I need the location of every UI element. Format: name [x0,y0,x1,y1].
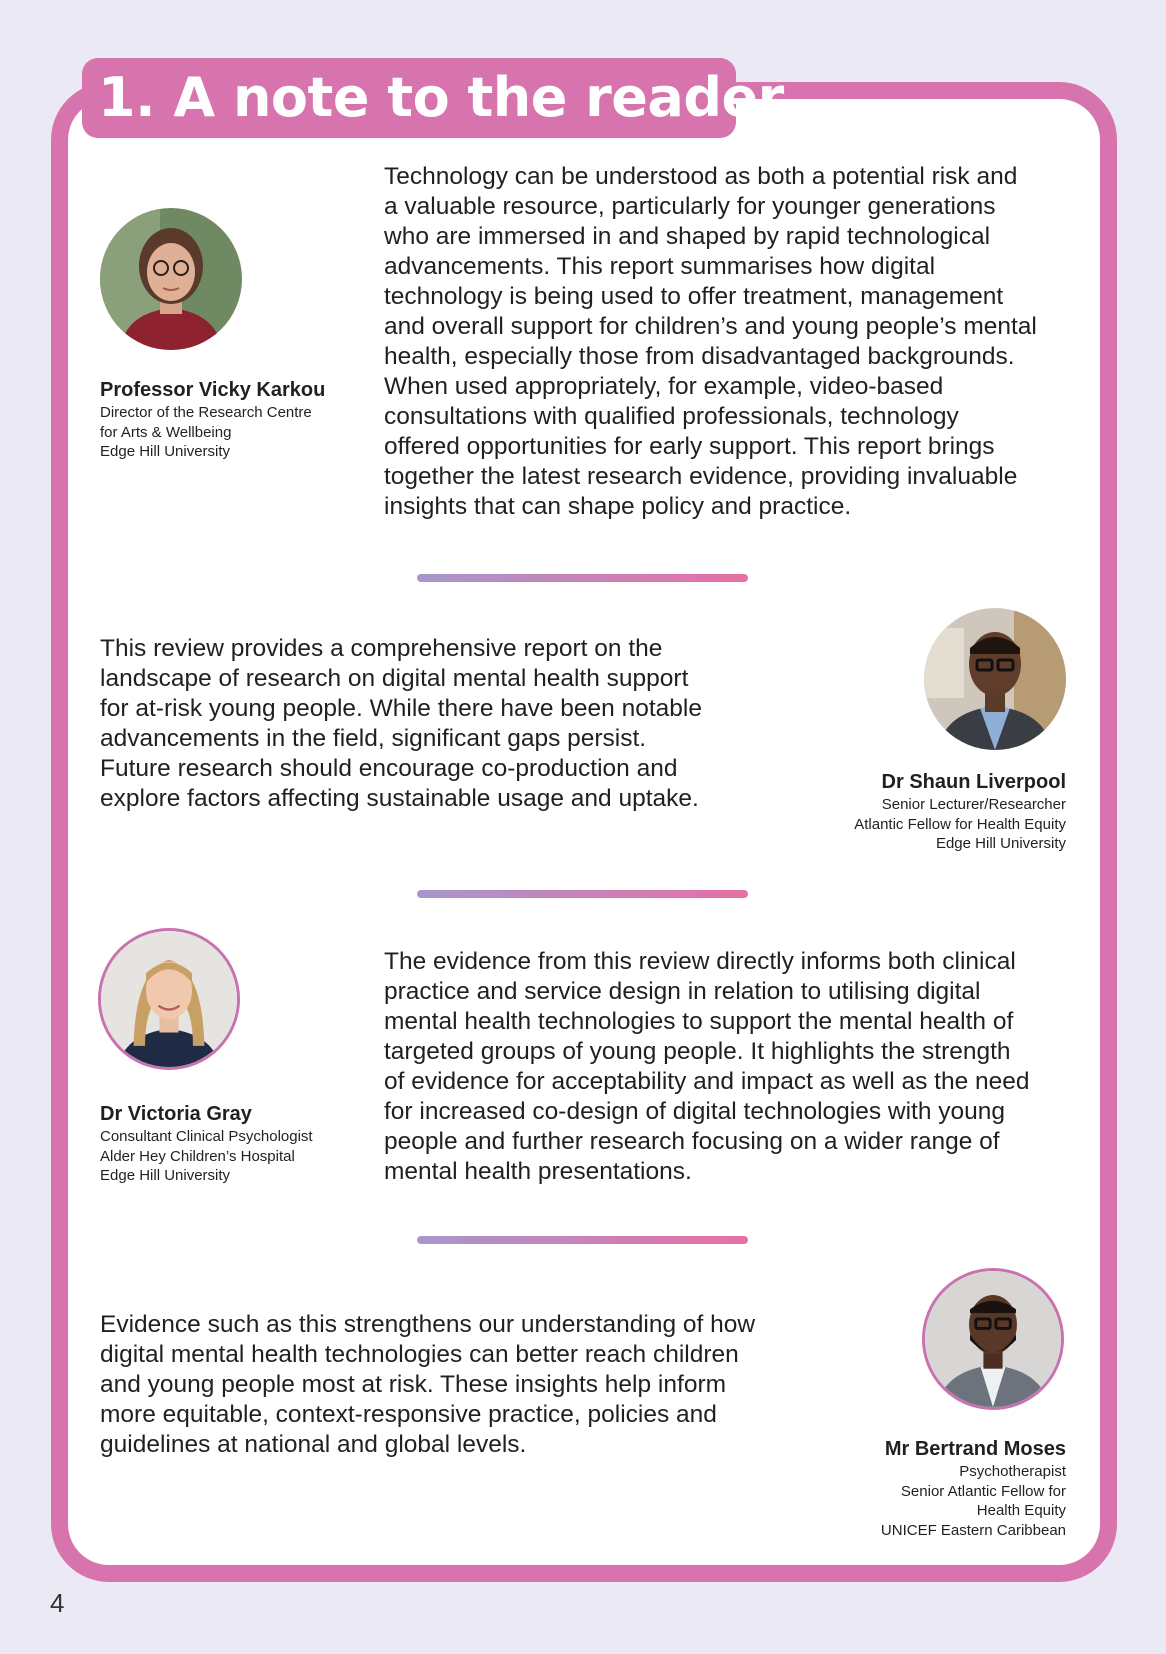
avatar-victoria-gray [98,928,240,1070]
quote-line: and overall support for children’s and young people’s mental [384,313,1037,340]
author-role: Consultant Clinical Psychologist [100,1128,313,1145]
quote-line: mental health technologies to support the mental health of [384,1008,1014,1035]
quote-line: a valuable resource, particularly for younger generations [384,193,996,220]
quote-text [384,947,1030,1187]
quote-text [100,634,702,814]
title-tab [82,58,784,138]
author-affiliation: Edge Hill University [935,835,1066,852]
author-name: Dr Victoria Gray [100,1103,252,1125]
quote-line: technology is being used to offer treatment, management [384,283,1004,310]
quote-line: advancements. This report summarises how digital [384,253,936,280]
author-role: Director of the Research Centre [100,404,312,421]
author-affiliation: UNICEF Eastern Caribbean [880,1521,1066,1539]
quote-text [100,1310,755,1460]
quote-line: digital mental health technologies can better reach children [100,1341,739,1368]
quote-line: practice and service design in relation to utilising digital [384,978,981,1005]
author-affiliation: Alder Hey Children’s Hospital [100,1147,295,1165]
page-title: 1. A note to the reader [98,66,784,129]
author-block [854,770,1066,854]
author-affiliation: Edge Hill University [100,443,231,460]
quote-line: Evidence such as this strengthens our understanding of how [100,1311,756,1338]
quote-line: together the latest research evidence, providing invaluable [384,463,1018,490]
author-role: Senior Lecturer/Researcher [881,796,1066,813]
quote-line: health, especially those from disadvantaged backgrounds. [384,343,1015,370]
author-name: Professor Vicky Karkou [100,379,326,401]
quote-line: consultations with qualified professionals, technology [384,403,959,430]
author-name: Dr Shaun Liverpool [881,771,1066,793]
quote-text [384,162,1037,522]
avatar-bertrand-moses [922,1268,1064,1410]
quote-line: more equitable, context-responsive practice, policies and [100,1401,717,1428]
author-block [881,1437,1066,1540]
author-block [100,378,325,462]
quote-line: This review provides a comprehensive report on the [100,635,663,662]
quote-line: mental health presentations. [384,1158,692,1185]
section-divider [417,890,748,898]
quote-line: and young people most at risk. These insights help inform [100,1371,727,1398]
quote-line: offered opportunities for early support. This report brings [384,433,995,460]
quote-line: of evidence for acceptability and impact as well as the need [384,1068,1030,1095]
portrait-photo [101,931,237,1067]
author-affiliation: Edge Hill University [100,1167,231,1184]
quote-line: insights that can shape policy and practice. [384,493,852,520]
avatar-vicky-karkou [100,208,242,350]
quote-line: The evidence from this review directly informs both clinical [384,948,1016,975]
portrait-photo [925,1271,1061,1407]
portrait-photo [924,608,1066,750]
quote-line: advancements in the field, significant gaps persist. [100,725,647,752]
quote-line: people and further research focusing on a wider range of [384,1128,1000,1155]
quote-line: explore factors affecting sustainable usage and uptake. [100,785,699,812]
section-divider [417,1236,748,1244]
quote-line: guidelines at national and global levels. [100,1431,527,1458]
author-role: for Arts & Wellbeing [100,423,232,441]
section-divider [417,574,748,582]
author-role: Senior Atlantic Fellow for [900,1482,1066,1500]
portrait-photo [100,208,242,350]
author-block [100,1102,313,1186]
quote-line: for increased co-design of digital technologies with young [384,1098,1006,1125]
author-role: Atlantic Fellow for Health Equity [854,815,1066,833]
page-number: 4 [50,1588,65,1618]
quote-line: targeted groups of young people. It highlights the strength [384,1038,1011,1065]
quote-line: landscape of research on digital mental health support [100,665,689,692]
author-role: Health Equity [976,1502,1066,1519]
quote-line: Technology can be understood as both a potential risk and [384,163,1018,190]
quote-line: Future research should encourage co-production and [100,755,678,782]
quote-line: who are immersed in and shaped by rapid technological [384,223,991,250]
author-role: Psychotherapist [959,1463,1066,1480]
quote-line: for at-risk young people. While there have been notable [100,695,702,722]
avatar-shaun-liverpool [924,608,1066,750]
quote-line: When used appropriately, for example, video-based [384,373,944,400]
author-name: Mr Bertrand Moses [884,1438,1066,1460]
